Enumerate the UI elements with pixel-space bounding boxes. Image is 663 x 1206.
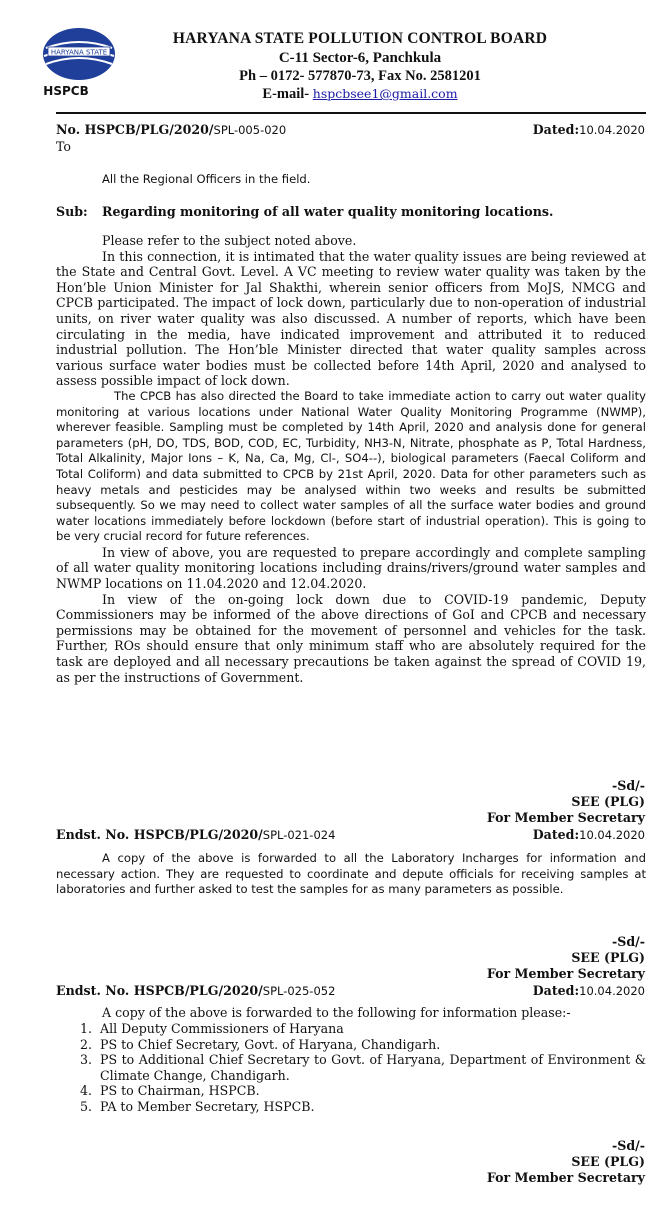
signature-designation: SEE (PLG) xyxy=(571,793,645,809)
signature-sd: -Sd/- xyxy=(612,934,645,949)
reference-number: No. HSPCB/PLG/2020/SPL-005-020 xyxy=(56,122,287,137)
body-paragraph-2: In this connection, it is intimated that the water quality issues are being reviewed at the State and Central Govt. Level. A VC meeting to review water quality was taken by the Hon’ble Union Minister for Jal Shakthi, wherein senior officers from MoJS, NMCG and CPCB participated. The impact of lock down, particularly due to non-operation of industrial units, on river water quality was also discussed. A number of reports, which have been circulating in the media, have indicated improvement and attributed it to reduced industrial pollution. The Hon’ble Minister directed that water quality samples across various surface water bodies must be collected before 14th April, 2020 and analysed to assess possible impact of lock down. xyxy=(56,248,646,389)
email-label: E-mail- xyxy=(262,86,310,102)
signature-block-3 xyxy=(487,1138,645,1185)
addressee: All the Regional Officers in the field. xyxy=(102,172,311,186)
endorsement-2-reference: Endst. No. HSPCB/PLG/2020/SPL-025-052 xyxy=(56,983,336,998)
letterhead-divider xyxy=(56,112,646,114)
org-email-line xyxy=(100,86,620,103)
letter-date: Dated:10.04.2020 xyxy=(532,122,645,137)
logo-abbr: HSPCB xyxy=(43,84,89,98)
signature-for: For Member Secretary xyxy=(486,1169,645,1185)
endorsement-2-intro: A copy of the above is forwarded to the following for information please:- xyxy=(102,1005,571,1020)
to-label: To xyxy=(56,139,72,154)
signature-sd: -Sd/- xyxy=(612,1138,645,1153)
list-item: 2. PS to Chief Secretary, Govt. of Haryana, Chandigarh. xyxy=(80,1036,441,1052)
signature-for: For Member Secretary xyxy=(486,809,645,825)
logo-text: HARYANA STATE xyxy=(50,48,108,57)
subject-label: Sub: xyxy=(56,204,88,219)
email-link[interactable]: hspcbsee1@gmail.com xyxy=(312,86,458,101)
signature-designation: SEE (PLG) xyxy=(571,1153,645,1169)
body-paragraph-1: Please refer to the subject noted above. xyxy=(102,233,357,248)
list-item: 3. PS to Additional Chief Secretary to Govt. of Haryana, Department of Environment & Climate Change, Chandigarh. xyxy=(80,1052,646,1083)
distribution-list xyxy=(80,1021,646,1115)
body-paragraph-5: In view of the on-going lock down due to COVID-19 pandemic, Deputy Commissioners may be informed of the above directions of GoI and CPCB and necessary permissions may be obtained for the movement of personnel and vehicles for the task. Further, ROs should ensure that only minimum staff who are absolutely required for the task are deployed and all necessary precautions be taken against the spread of COVID 19, as per the instructions of Government. xyxy=(56,591,646,685)
org-phone: Ph – 0172- 577870-73, Fax No. 2581201 xyxy=(239,68,481,84)
endorsement-2-date: Dated:10.04.2020 xyxy=(532,983,645,998)
letter-body xyxy=(56,233,646,685)
signature-designation: SEE (PLG) xyxy=(571,949,645,965)
signature-block-1 xyxy=(487,778,645,825)
org-address: C-11 Sector-6, Panchkula xyxy=(278,50,442,66)
list-item: 1. All Deputy Commissioners of Haryana xyxy=(80,1021,344,1036)
endorsement-1-date: Dated:10.04.2020 xyxy=(532,827,645,842)
list-item: 5. PA to Member Secretary, HSPCB. xyxy=(80,1098,315,1114)
signature-block-2 xyxy=(487,934,645,981)
list-item: 4. PS to Chairman, HSPCB. xyxy=(80,1083,260,1099)
endorsement-1-text: A copy of the above is forwarded to all the Laboratory Incharges for information and necessary action. They are requested to coordinate and depute officials for receiving samples at laboratories and further asked to test the samples for as many parameters as possible. xyxy=(56,851,646,897)
org-name: HARYANA STATE POLLUTION CONTROL BOARD xyxy=(172,30,548,47)
endorsement-1-reference: Endst. No. HSPCB/PLG/2020/SPL-021-024 xyxy=(56,827,336,842)
signature-sd: -Sd/- xyxy=(612,778,645,793)
body-paragraph-3: The CPCB has also directed the Board to take immediate action to carry out water quality monitoring at various locations under National Water Quality Monitoring Programme (NWMP), wherever feasible. Sampling must be completed by 14th April, 2020 and analysis done for general parameters (pH, DO, TDS, BOD, COD, EC, Turbidity, NH3-N, Nitrate, phosphate as P, Total Hardness, Total Alkalinity, Major Ions – K, Na, Ca, Mg, Cl-, SO4--), biological parameters (Faecal Coliform and Total Coliform) and data submitted to CPCB by 21st April, 2020. Data for other parameters such as heavy metals and pesticides may be analysed within two weeks and results be submitted subsequently. So we may need to collect water samples of all the surface water bodies and ground water locations immediately before lockdown (before start of industrial operation). This is going to be very crucial record for future references. xyxy=(56,388,646,544)
body-paragraph-4: In view of above, you are requested to prepare accordingly and complete sampling of all water quality monitoring locations including drains/rivers/ground water samples and NWMP locations on 11.04.2020 and 12.04.2020. xyxy=(56,544,646,592)
subject-text: Regarding monitoring of all water quality monitoring locations. xyxy=(102,204,554,219)
signature-for: For Member Secretary xyxy=(486,965,645,981)
